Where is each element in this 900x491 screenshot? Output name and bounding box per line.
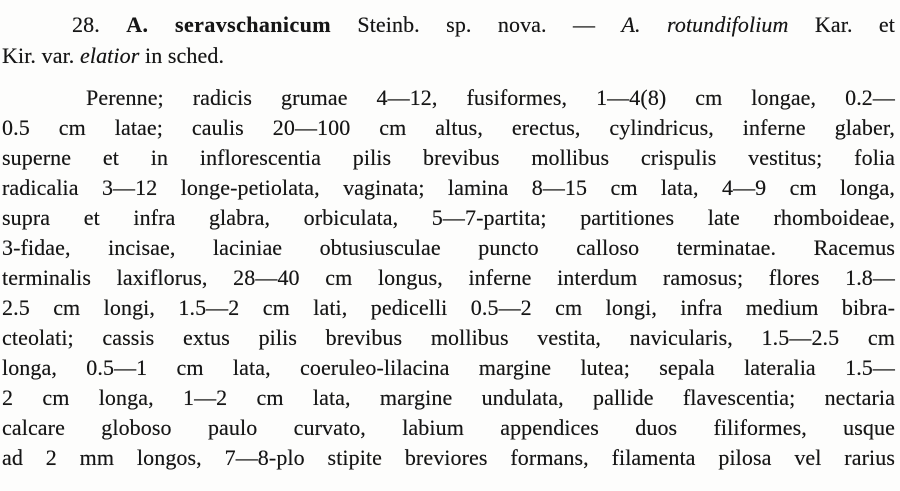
- latin-description-paragraph: [2, 83, 895, 473]
- species-name: A. seravschanicum: [126, 12, 331, 37]
- description-line: ad 2 mm longos, 7—8-plo stipite breviores formans, filamenta pilosa vel rarius: [2, 445, 895, 470]
- variety-name: elatior: [80, 43, 140, 68]
- variety-suffix: in sched.: [144, 43, 225, 68]
- description-line: radicalia 3—12 longe-petiolata, vaginata; lamina 8—15 cm lata, 4—9 cm longa,: [2, 175, 895, 200]
- description-line: 3-fidae, incisae, laciniae obtusiusculae puncto calloso terminatae. Racemus: [2, 235, 895, 260]
- description-line: cteolati; cassis extus pilis brevibus mollibus vestita, navicularis, 1.5—2.5 cm: [2, 325, 895, 350]
- species-authority: Steinb. sp. nova. —: [357, 12, 596, 37]
- description-line: superne et in inflorescentia pilis brevibus mollibus crispulis vestitus; folia: [2, 145, 895, 170]
- description-line: calcare globoso paulo curvato, labium appendices duos filiformes, usque: [2, 415, 895, 440]
- species-heading: [2, 9, 895, 71]
- description-line: longa, 0.5—1 cm lata, coeruleo-lilacina margine lutea; sepala lateralia 1.5—: [2, 355, 895, 380]
- synonym-authority-continued: Kir. var.: [2, 43, 75, 68]
- heading-line-2: [2, 40, 895, 71]
- synonym-name: A. rotundifolium: [621, 12, 789, 37]
- synonym-authority: Kar. et: [814, 12, 896, 37]
- species-number: 28.: [72, 12, 100, 37]
- description-line: 2 cm longa, 1—2 cm lata, margine undulata, pallide flavescentia; nectaria: [2, 385, 895, 410]
- heading-line-1: [2, 9, 895, 40]
- description-line: Perenne; radicis grumae 4—12, fusiformes, 1—4(8) cm longae, 0.2—: [86, 85, 895, 110]
- description-line: 2.5 cm longi, 1.5—2 cm lati, pedicelli 0.5—2 cm longi, infra medium bibra-: [2, 295, 895, 320]
- description-line: supra et infra glabra, orbiculata, 5—7-partita; partitiones late rhomboideae,: [2, 205, 895, 230]
- description-line: terminalis laxiflorus, 28—40 cm longus, inferne interdum ramosus; flores 1.8—: [2, 265, 895, 290]
- description-line: 0.5 cm latae; caulis 20—100 cm altus, erectus, cylindricus, inferne glaber,: [2, 115, 895, 140]
